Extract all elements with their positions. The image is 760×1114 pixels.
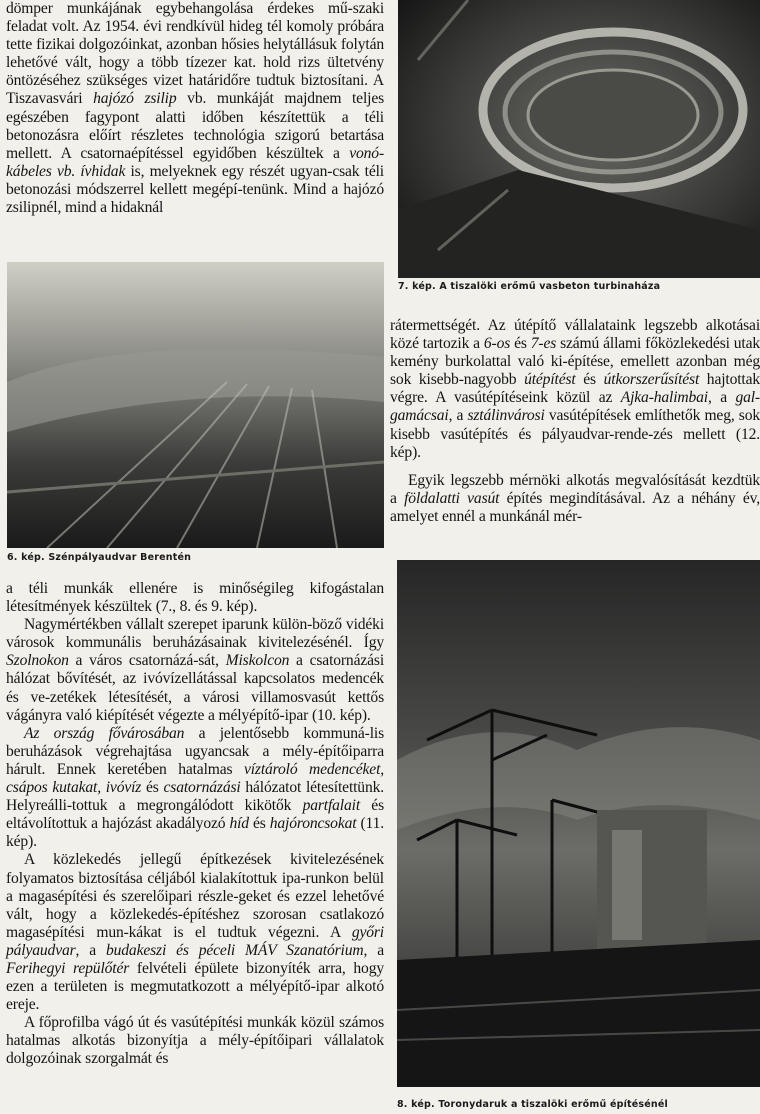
figure-7-caption: 7. kép. A tiszalöki erőmű vasbeton turbinaháza bbox=[398, 281, 661, 292]
emphasis-text: hajóroncsokat bbox=[269, 815, 357, 833]
text-run: , a bbox=[448, 407, 468, 425]
text-run: hálózatot létesítettünk. Helyreálli-tottuk a megrongálódott kikötők bbox=[6, 779, 384, 815]
text-run: vasútépítések említhetők meg, sok kisebb vasútépítés és pályaudvar-rende-zés mellett (12. kép). bbox=[390, 407, 760, 461]
text-run: rátermettségét. Az útépítő vállalataink legszebb alkotásai közé tartozik a bbox=[390, 317, 760, 353]
emphasis-text: hajózó zsilip bbox=[93, 90, 177, 108]
paragraph-4 bbox=[6, 851, 384, 1014]
text-run: , a bbox=[707, 389, 736, 407]
text-run: A főprofilba vágó út és vasútépítési munkák közül számos hatalmas alkotás bizonyítja a mély-építőipari vállalatok dolgozóinak szorgalmát és bbox=[6, 1014, 384, 1068]
left-column bbox=[6, 0, 384, 217]
emphasis-text: győri pályaudvar bbox=[6, 923, 384, 959]
right-paragraph-1 bbox=[390, 317, 760, 462]
text-run: és bbox=[141, 779, 164, 797]
emphasis-text: víztároló medencéket, csápos kutakat, ivóvíz bbox=[6, 760, 384, 797]
text-run: dömper munkájának egybehangolása érdekes mű-szaki feladat volt. Az 1954. évi rendkívül hideg tél komoly próbára tette fizikai dolgozóinkat, azonban hősies helytállásuk folytán lehetővé vált, hogy a több tízezer kat. hold rizs ültetvény öntözéséhez szükséges vizet határidőre tudtuk biztosítani. A Tiszavasvári bbox=[6, 0, 384, 108]
text-run: , a bbox=[363, 941, 384, 959]
emphasis-text: híd bbox=[229, 815, 249, 833]
figure-6-photo bbox=[7, 262, 384, 548]
emphasis-text: sztálinvárosi bbox=[467, 407, 545, 425]
text-run: vb. munkáját majdnem teljes egészében fagypont alatti időben készítettük a téli betonozásra előírt részletes technológia szigorú betartása mellett. A csatornaépítéssel egyidőben készültek a bbox=[6, 90, 385, 162]
emphasis-text: vonó-kábeles vb. ívhidak bbox=[6, 144, 384, 180]
text-run: , a bbox=[75, 941, 106, 959]
text-run: is, melyeknek egy részét ugyan-csak téli betonozási módszerrel kellett megépí-tenünk. Mind a hajózó zsilipnél, mind a hidaknál bbox=[6, 162, 384, 217]
emphasis-text: útépítést bbox=[524, 371, 576, 389]
right-column bbox=[390, 317, 760, 526]
emphasis-text: Miskolcon bbox=[225, 652, 290, 670]
text-run: építés megindításával. Az a néhány év, amelyet ennél a munkánál mér- bbox=[390, 489, 760, 525]
text-run: és bbox=[575, 371, 604, 389]
emphasis-text: Ferihegyi repülőtér bbox=[6, 959, 130, 977]
emphasis-text: budakeszi és péceli MÁV Szanatórium bbox=[105, 941, 364, 959]
figure-7-photo bbox=[398, 0, 760, 278]
emphasis-text: partfalait bbox=[302, 797, 360, 815]
text-run: hajtottak végre. A vasútépítéseink közül az bbox=[390, 371, 760, 407]
emphasis-text: földalatti vasút bbox=[404, 489, 500, 507]
emphasis-text: csatornázási bbox=[163, 779, 241, 797]
paragraph-2 bbox=[6, 616, 384, 725]
emphasis-text: útkorszerűsítést bbox=[603, 371, 700, 389]
text-run: A közlekedés jellegű építkezések kivitelezésének folyamatos biztosítása céljából kialakítottuk ipa-runkon belül a magasépítési és szerelőipari részle-geket és ezzel lehetővé vált, hogy a közlekedés-építéshez szorosan csatlakozó magasépítési mun-kákat is el tudtuk végezni. A bbox=[6, 851, 384, 941]
text-run: (11. kép). bbox=[6, 815, 384, 851]
left-column-lower bbox=[6, 580, 384, 1069]
text-run: és bbox=[248, 815, 270, 833]
emphasis-text: 6-os bbox=[483, 335, 511, 353]
paragraph-5 bbox=[6, 1014, 384, 1068]
paragraph-1 bbox=[6, 580, 384, 616]
text-run: a város csatornázá-sát, bbox=[68, 652, 226, 670]
figure-8-caption: 8. kép. Toronydaruk a tiszalöki erőmű építésénél bbox=[397, 1099, 668, 1110]
text-run: és bbox=[510, 335, 531, 353]
right-paragraph-2 bbox=[390, 472, 760, 526]
figure-6-caption: 6. kép. Szénpályaudvar Berentén bbox=[7, 552, 192, 563]
figure-8-photo bbox=[397, 560, 760, 1087]
text-run: és eltávolítottuk a hajózást akadályozó bbox=[6, 797, 384, 833]
text-run: számú állami főközlekedési utak kemény burkolattal való ki-építése, emellett azonban még sok kisebb-nagyobb bbox=[390, 335, 760, 389]
text-run: felvételi épülete bizonyíték arra, hogy ezen a területen is megmutatkozott a mélyépítő-ipar alkotó ereje. bbox=[6, 959, 384, 1014]
emphasis-text: gal-gamácsai bbox=[390, 389, 760, 425]
emphasis-text: 7-es bbox=[530, 335, 557, 353]
text-run: a jelentősebb kommuná-lis beruházások végrehajtása ugyancsak a mély-építőiparra hárult. Ennek keretében hatalmas bbox=[6, 724, 384, 778]
emphasis-text: Az ország fővárosában bbox=[24, 724, 185, 742]
text-run: Egyik legszebb mérnöki alkotás megvalósítását kezdtük a bbox=[390, 471, 760, 507]
text-run: Nagymértékben vállalt szerepet iparunk külön-böző vidéki városok kommunális beruházásainak kivitelezésénél. Így bbox=[6, 616, 384, 652]
text-run: a téli munkák ellenére is minőségileg kifogástalan létesítmények készültek (7., 8. és 9. kép). bbox=[6, 580, 384, 616]
emphasis-text: Szolnokon bbox=[6, 652, 69, 670]
paragraph-top bbox=[6, 0, 384, 217]
emphasis-text: Ajka-halimbai bbox=[620, 389, 708, 407]
paragraph-3 bbox=[6, 725, 384, 852]
text-run: a csatornázási hálózat bővítését, az ivóvízellátással kapcsolatos medencék és ve-zetékek létesítését, a városi villamosvasút kettős vágányra való kiépítését végezte a mélyépítő-ipar (10. kép). bbox=[6, 652, 384, 724]
